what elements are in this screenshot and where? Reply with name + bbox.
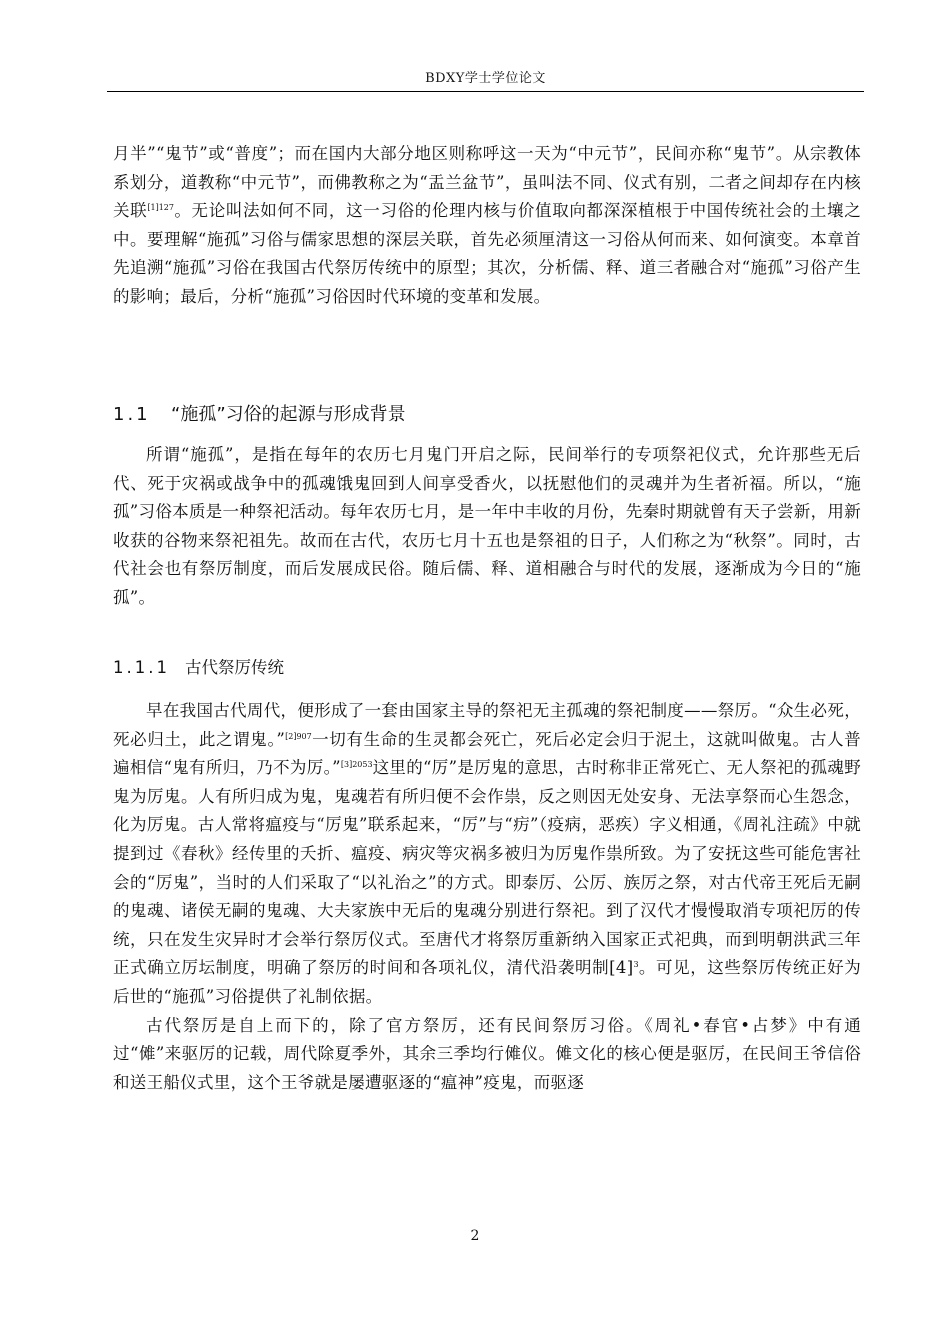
intro-text-a: 月半”“鬼节”或“普度”；而在国内大部分地区则称呼这一天为“中元节”，民间亦称“鬼节”。从宗教体系划分，道教称“中元节”，而佛教称之为“盂兰盆节”，虽叫法不同、仪式有别，二者之间却存在内核关联 [113, 144, 861, 221]
section-paragraph-text: 所谓“施孤”，是指在每年的农历七月鬼门开启之际，民间举行的专项祭祀仪式，允许那些无后代、死于灾祸或战争中的孤魂饿鬼回到人间享受香火，以抚慰他们的灵魂并为生者祈福。所以，“施孤”习俗本质是一种祭祀活动。每年农历七月，是一年中丰收的月份，先秦时期就曾有天子尝新，用新收获的谷物来祭祀祖先。故而在古代，农历七月十五也是祭祖的日子，人们称之为“秋祭”。同时，古代社会也有祭厉制度，而后发展成民俗。随后儒、释、道相融合与时代的发展，逐渐成为今日的“施孤”。 [113, 445, 861, 607]
section-title: “施孤”习俗的起源与形成背景 [171, 404, 406, 425]
subsection-title: 古代祭厉传统 [185, 658, 284, 677]
subsection-number: 1.1.1 [113, 658, 170, 677]
citation: [2]907 [285, 731, 312, 741]
section-number: 1.1 [113, 404, 151, 425]
p1-text-a: 早在我国古代周代，便形成了一套由国家主导的祭祀无主孤魂的祭祀制度——祭厉。“众生必死，死必归土，此之谓鬼。” [113, 701, 861, 749]
subsection-paragraph-2: 古代祭厉是自上而下的，除了官方祭厉，还有民间祭厉习俗。《周礼•春官•占梦》中有通过“傩”来驱厉的记载，周代除夏季外，其余三季均行傩仪。傩文化的核心便是驱厉，在民间王爷信俗和送王船仪式里，这个王爷就是屡遭驱逐的“瘟神”疫鬼，而驱逐 [113, 1015, 861, 1092]
citation: [3]2053 [340, 760, 373, 770]
p1-text-d: 。可见，这些祭厉传统正好为后世的“施孤”习俗提供了礼制依据。 [113, 958, 861, 1006]
section-heading [113, 402, 406, 428]
page-number: 2 [470, 1228, 480, 1244]
p1-text-b: 一切有生命的生灵都会死亡，死后必定会归于泥土，这就叫做鬼。古人普遍相信“鬼有所归，乃不为厉。” [113, 729, 861, 778]
subsection-paragraph-1 [113, 697, 861, 1012]
p1-text-c: 这里的“厉”是厉鬼的意思，古时称非正常死亡、无人祭祀的孤魂野鬼为厉鬼。人有所归成为鬼，鬼魂若有所归便不会作祟，反之则因无处安身、无法享祭而心生怨念，化为厉鬼。古人常将瘟疫与“厉鬼”联系起来，“厉”与“疠”（疫病，恶疾）字义相通，《周礼注疏》中就提到过《春秋》经传里的夭折、瘟疫、病灾等灾祸多被归为厉鬼作祟所致。为了安抚这些可能危害社会的“厉鬼”，当时的人们采取了“以礼治之”的方式。即泰厉、公厉、族厉之祭，对古代帝王死后无嗣的鬼魂、诸侯无嗣的鬼魂、大夫家族中无后的鬼魂分别进行祭祀。到了汉代才慢慢取消专项祀厉的传统，只在发生灾异时才会举行祭厉仪式。至唐代才将祭厉重新纳入国家正式祀典，而到明朝洪武三年正式确立厉坛制度，明确了祭厉的时间和各项礼仪，清代沿袭明制[4] [113, 758, 861, 978]
subsection-heading [113, 655, 284, 681]
section-paragraph [113, 441, 861, 613]
running-header: BDXY学士学位论文 [107, 69, 864, 92]
citation: [1]127 [147, 203, 174, 213]
intro-paragraph [113, 140, 861, 312]
citation: 3 [633, 960, 639, 970]
subsection-body [113, 697, 861, 1097]
intro-text-b: 。无论叫法如何不同，这一习俗的伦理内核与价值取向都深深植根于中国传统社会的土壤之中。要理解“施孤”习俗与儒家思想的深层关联，首先必须厘清这一习俗从何而来、如何演变。本章首先追溯“施孤”习俗在我国古代祭厉传统中的原型；其次，分析儒、释、道三者融合对“施孤”习俗产生的影响；最后，分析“施孤”习俗因时代环境的变革和发展。 [113, 201, 861, 306]
